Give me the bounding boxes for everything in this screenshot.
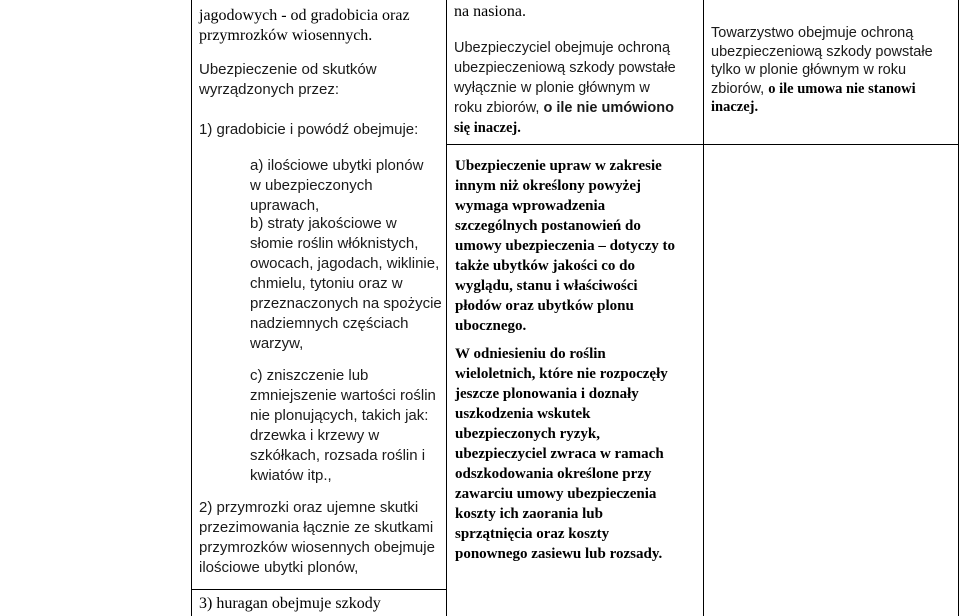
text-line: tylko w plonie głównym w roku <box>711 62 907 78</box>
text-line: przeznaczonych na spożycie <box>250 295 442 312</box>
text-line: wyglądu, stanu i właściwości <box>455 278 638 294</box>
text-line: płodów oraz ubytków plonu <box>455 298 634 314</box>
text-line: Ubezpieczyciel obejmuje ochroną <box>454 40 671 56</box>
column-border-4 <box>958 0 959 616</box>
text-line: przymrozków wiosennych obejmuje <box>199 539 435 556</box>
text-line: wieloletnich, które nie rozpoczęły <box>455 366 668 382</box>
text-line: przezimowania łącznie ze skutkami <box>199 519 434 536</box>
text-line: Ubezpieczenie upraw w zakresie <box>455 158 662 174</box>
column-border-3 <box>703 0 704 616</box>
text-line: a) ilościowe ubytki plonów <box>250 157 424 174</box>
row-border-1 <box>446 144 959 145</box>
col3-insurer-clause <box>454 38 702 138</box>
text-line: jagodowych - od gradobicia oraz <box>199 7 410 24</box>
text-line: szkółkach, rozsada roślin i <box>250 447 426 464</box>
text-line: nie plonujących, takich jak: <box>250 407 429 424</box>
col2-top-text <box>199 6 439 46</box>
item-3: 3) huragan obejmuje szkody <box>199 595 381 612</box>
text-line: koszty ich zaorania lub <box>455 506 603 522</box>
col2-item-a <box>250 156 445 216</box>
item-1: 1) gradobicie i powódź obejmuje: <box>199 121 419 138</box>
row-border-2 <box>191 589 447 590</box>
col4-clause <box>711 24 957 117</box>
text-line <box>711 80 957 99</box>
col2-item-b <box>250 214 445 354</box>
text-line: innym niż określony powyżej <box>455 178 641 194</box>
text-line: ubezpieczeniową szkody powstałe <box>711 43 933 60</box>
text-span: roku zbiorów, <box>454 100 544 116</box>
text-line: zawarciu umowy ubezpieczenia <box>455 486 657 502</box>
col3-paragraph-1 <box>455 156 703 336</box>
text-line: ubezpieczeniową szkody powstałe <box>454 60 676 76</box>
text-line: W odniesieniu do roślin <box>455 346 606 362</box>
text-line: c) zniszczenie lub <box>250 367 369 384</box>
text-line: uszkodzenia wskutek <box>455 406 591 422</box>
text-line: odszkodowania określone przy <box>455 466 652 482</box>
col3-paragraph-2 <box>455 344 703 564</box>
text-line: Towarzystwo obejmuje ochroną <box>711 25 914 41</box>
text-line: drzewka i krzewy w <box>250 427 380 444</box>
text-line: wyrządzonych przez: <box>199 81 340 98</box>
text-line: owocach, jagodach, wiklinie, <box>250 255 440 272</box>
text-line <box>454 98 702 118</box>
text-line: ubocznego. <box>455 318 527 334</box>
bold-text: się inaczej. <box>454 120 521 136</box>
col2-item-2 <box>199 498 444 578</box>
text-line: wyłącznie w plonie głównym w <box>454 80 650 96</box>
text-line: przymrozków wiosennych. <box>199 27 373 44</box>
text-line: nadziemnych częściach <box>250 315 409 332</box>
text-span: zbiorów, <box>711 80 769 97</box>
col2-intro <box>199 60 439 140</box>
text-line: wymaga wprowadzenia <box>455 198 606 214</box>
col2-item-3 <box>199 594 444 614</box>
text-line: ponownego zasiewu lub rozsady. <box>455 546 663 562</box>
bold-text: inaczej. <box>711 99 759 115</box>
text-line: w ubezpieczonych uprawach, <box>250 177 373 214</box>
text-line: sprzątnięcia oraz koszty <box>455 526 610 542</box>
text-line: warzyw, <box>250 335 304 352</box>
text-line: chmielu, tytoniu oraz w <box>250 275 403 292</box>
text-line: słomie roślin włóknistych, <box>250 235 419 252</box>
text-line: umowy ubezpieczenia – dotyczy to <box>455 238 675 254</box>
text-line: 2) przymrozki oraz ujemne skutki <box>199 499 419 516</box>
text-line: ubezpieczyciel zwraca w ramach <box>455 446 664 462</box>
column-border-2 <box>446 0 447 616</box>
text-line: na nasiona. <box>454 3 526 20</box>
text-line: kwiatów itp., <box>250 467 332 484</box>
text-line: szczególnych postanowień do <box>455 218 641 234</box>
text-line: także ubytków jakości co do <box>455 258 636 274</box>
bold-text: o ile umowa nie stanowi <box>768 80 916 97</box>
bold-text: o ile nie umówiono <box>543 100 674 116</box>
col3-top-text <box>454 2 699 22</box>
text-line: Ubezpieczenie od skutków <box>199 61 377 78</box>
col2-item-c <box>250 366 445 486</box>
text-line: ilościowe ubytki plonów, <box>199 559 359 576</box>
text-line: jeszcze plonowania i doznały <box>455 386 639 402</box>
text-line: b) straty jakościowe w <box>250 215 397 232</box>
column-border-1 <box>191 0 192 616</box>
text-line: zmniejszenie wartości roślin <box>250 387 436 404</box>
text-line: ubezpieczonych ryzyk, <box>455 426 600 442</box>
